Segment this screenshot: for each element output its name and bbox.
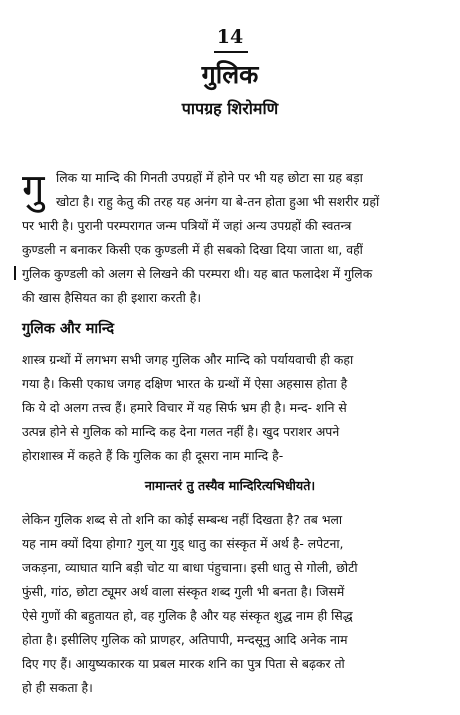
paragraph-etymology bbox=[22, 508, 446, 700]
paragraph-line: दिए गए हैं। आयुष्यकारक या प्रबल मारक शनि का पुत्र पिता से बढ़कर तो bbox=[22, 656, 345, 671]
paragraph-line: लिक या मान्दि की गिनती उपग्रहों में होने पर भी यह छोटा सा ग्रह बड़ा bbox=[56, 170, 363, 185]
paragraph-line: होता है। इसीलिए गुलिक को प्राणहर, अतिपापी, मन्दसूनु आदि अनेक नाम bbox=[22, 632, 348, 647]
paragraph-line: हो ही सकता है। bbox=[22, 680, 93, 695]
paragraph-line: जकड़ना, व्याघात यानि बड़ी चोट या बाधा पंहुचाना। इसी धातु से गोली, छोटी bbox=[22, 560, 358, 575]
paragraph-line: खोटा है। राहु केतु की तरह यह अनंग या बे-तन होता हुआ भी सशरीर ग्रहों bbox=[56, 194, 380, 209]
chapter-title: गुलिक bbox=[201, 60, 259, 89]
paragraph-line: उत्पन्न होने से गुलिक को मान्दि कह देना गलत नहीं है। खुद पराशर अपने bbox=[22, 424, 340, 439]
paragraph-line: ऐसे गुणों की बहुतायत हो, वह गुलिक है और यह संस्कृत शुद्ध नाम ही सिद्ध bbox=[22, 608, 353, 623]
paragraph-line: यह नाम क्यों दिया होगा? गुल् या गुड् धातु का संस्कृत में अर्थ है- लपेटना, bbox=[22, 536, 344, 551]
sanskrit-sloka: नामान्तरं तु तस्यैव मान्दिरित्यभिधीयते। bbox=[144, 478, 316, 493]
paragraph-line: गुलिक कुण्डली को अलग से लिखने की परम्परा थी। यह बात फलादेश में गुलिक bbox=[22, 266, 373, 281]
section-heading: गुलिक और मान्दि bbox=[22, 321, 115, 337]
margin-mark bbox=[14, 266, 16, 280]
chapter-number: 14 bbox=[216, 26, 244, 48]
paragraph-intro bbox=[22, 166, 446, 310]
paragraph-line: पर भारी है। पुरानी परम्परागत जन्म पत्रियों में जहां अन्य उपग्रहों की स्वतन्त्र bbox=[22, 218, 352, 233]
paragraph-line: होराशास्त्र में कहते हैं कि गुलिक का ही दूसरा नाम मान्दि है- bbox=[22, 448, 284, 463]
paragraph-line: गया है। किसी एकाध जगह दक्षिण भारत के ग्रन्थों में ऐसा अहसास होता है bbox=[22, 376, 348, 391]
chapter-number-underline bbox=[214, 51, 248, 53]
paragraph-line: की खास हैसियत का ही इशारा करती है। bbox=[22, 290, 202, 305]
drop-cap: गु bbox=[22, 166, 45, 212]
paragraph-line: कुण्डली न बनाकर किसी एक कुण्डली में ही सबको दिखा दिया जाता था, वहीं bbox=[22, 242, 363, 257]
paragraph-line: लेकिन गुलिक शब्द से तो शनि का कोई सम्बन्ध नहीं दिखता है? तब भला bbox=[22, 512, 343, 527]
paragraph-line: शास्त्र ग्रन्थों में लगभग सभी जगह गुलिक और मान्दि को पर्यायवाची ही कहा bbox=[22, 352, 354, 367]
paragraph-line: फुंसी, गांठ, छोटा ट्यूमर अर्थ वाला संस्कृत शब्द गुली भी बनता है। जिसमें bbox=[22, 584, 345, 599]
paragraph-gulik-mandi bbox=[22, 348, 446, 468]
paragraph-line: कि ये दो अलग तत्त्व हैं। हमारे विचार में यह सिर्फ भ्रम ही है। मन्द- शनि से bbox=[22, 400, 347, 415]
chapter-subtitle: पापग्रह शिरोमणि bbox=[181, 99, 279, 118]
